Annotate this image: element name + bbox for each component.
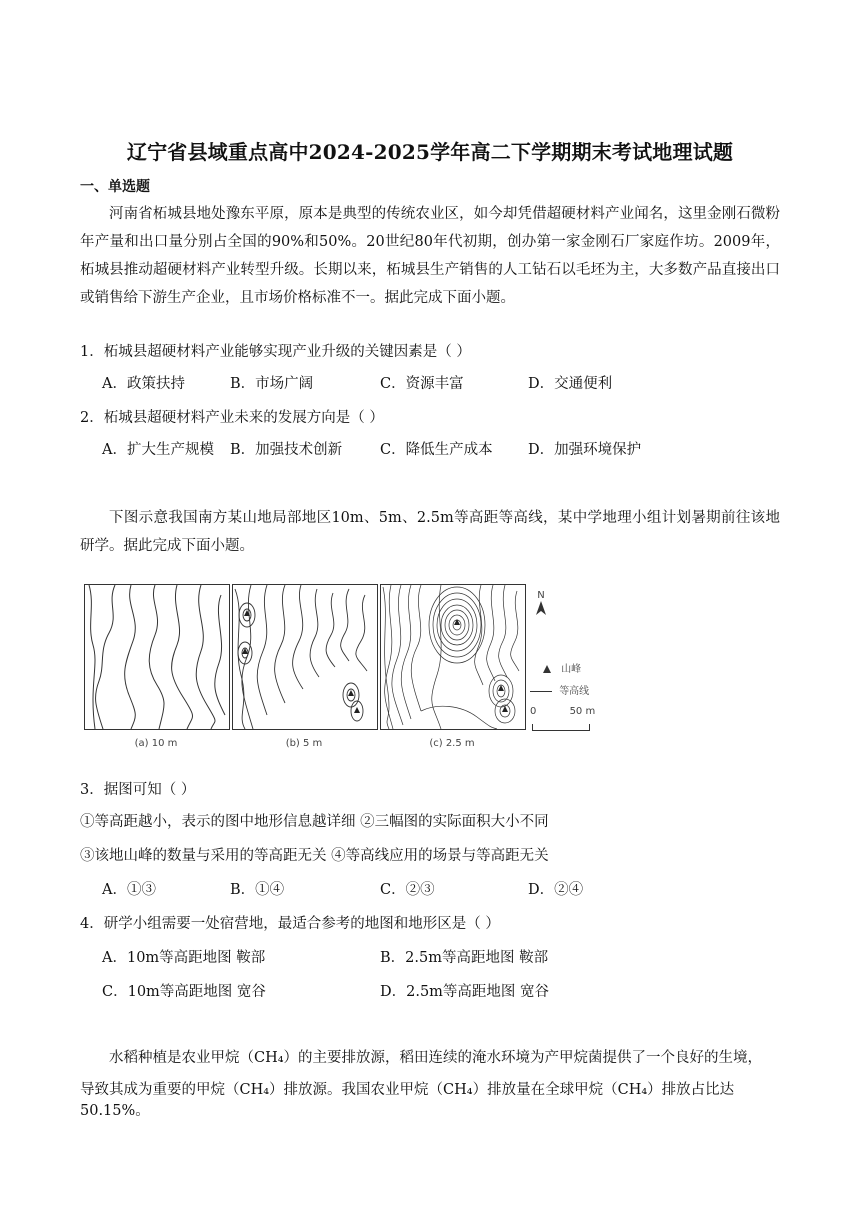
contour-line-icon — [530, 691, 552, 692]
north-arrow-icon — [534, 601, 548, 617]
north-arrow — [534, 590, 548, 620]
legend-peak-label: 山峰 — [561, 664, 582, 675]
passage-3-line-2: 导致其成为重要的甲烷（CH₄）排放源。我国农业甲烷（CH₄）排放量在全球甲烷（CH₄）排放占比达50.15%。 — [80, 1082, 735, 1119]
contour-map-2.5m — [380, 584, 526, 730]
caption-2.5m: (c) 2.5 m — [429, 738, 475, 749]
question-1-option-a[interactable]: A．政策扶持 — [102, 376, 185, 392]
question-1-option-c[interactable]: C．资源丰富 — [380, 376, 464, 392]
question-4-option-a[interactable]: A．10m等高距地图 鞍部 — [102, 950, 266, 966]
scale-end-label: 50 m — [569, 706, 596, 717]
caption-5m: (b) 5 m — [285, 738, 323, 749]
contour-map-10m — [84, 584, 230, 730]
legend-contour — [530, 682, 589, 697]
question-2-option-a[interactable]: A．扩大生产规模 — [102, 442, 214, 458]
question-2-option-b[interactable]: B．加强技术创新 — [230, 442, 343, 458]
scale-bar — [530, 706, 595, 717]
question-3-option-b[interactable]: B．①④ — [230, 882, 285, 898]
contour-map-5m — [232, 584, 378, 730]
question-1-option-d[interactable]: D．交通便利 — [528, 376, 613, 392]
legend-peak — [542, 660, 581, 675]
question-1-stem: 1．柘城县超硬材料产业能够实现产业升级的关键因素是（ ） — [80, 344, 471, 360]
passage-1: 河南省柘城县地处豫东平原，原本是典型的传统农业区，如今却凭借超硬材料产业闻名，这里金刚石微粉年产量和出口量分别占全国的90%和50%。20世纪80年代初期，创办第一家金刚石厂家庭作坊。2009年，柘城县推动超硬材料产业转型升级。长期以来，柘城县生产销售的人工钻石以毛坯为主，大多数产品直接出口或销售给下游生产企业，且市场价格标准不一。据此完成下面小题。 — [80, 206, 780, 306]
legend-contour-label: 等高线 — [559, 686, 590, 697]
question-3-option-c[interactable]: C．②③ — [380, 882, 435, 898]
page-title: 辽宁省县域重点高中2024-2025学年高二下学期期末考试地理试题 — [126, 140, 734, 164]
passage-3-line-1: 水稻种植是农业甲烷（CH₄）的主要排放源，稻田连续的淹水环境为产甲烷菌提供了一个良好的生境， — [109, 1050, 763, 1066]
question-2-option-d[interactable]: D．加强环境保护 — [528, 442, 642, 458]
question-3-stem: 3．据图可知（ ） — [80, 782, 196, 798]
contour-figure — [80, 580, 600, 750]
question-3-statements-line-1: ①等高距越小，表示的图中地形信息越详细 ②三幅图的实际面积大小不同 — [80, 814, 549, 830]
question-4-stem: 4．研学小组需要一处宿营地，最适合参考的地图和地形区是（ ） — [80, 916, 500, 932]
question-4-option-d[interactable]: D．2.5m等高距地图 宽谷 — [380, 984, 550, 1000]
figure-legend — [530, 590, 620, 730]
question-4-option-c[interactable]: C．10m等高距地图 宽谷 — [102, 984, 266, 1000]
peak-triangle-icon — [542, 664, 552, 674]
question-4-option-b[interactable]: B．2.5m等高距地图 鞍部 — [380, 950, 549, 966]
caption-10m: (a) 10 m — [134, 738, 178, 749]
question-2-option-c[interactable]: C．降低生产成本 — [380, 442, 493, 458]
scale-bar-line — [532, 724, 590, 731]
section-heading: 一、单选题 — [80, 179, 150, 195]
question-3-option-d[interactable]: D．②④ — [528, 882, 584, 898]
passage-2: 下图示意我国南方某山地局部地区10m、5m、2.5m等高距等高线，某中学地理小组计划暑期前往该地研学。据此完成下面小题。 — [80, 510, 780, 554]
question-3-statements-line-2: ③该地山峰的数量与采用的等高距无关 ④等高线应用的场景与等高距无关 — [80, 848, 549, 864]
question-3-option-a[interactable]: A．①③ — [102, 882, 156, 898]
question-1-option-b[interactable]: B．市场广阔 — [230, 376, 314, 392]
question-2-stem: 2．柘城县超硬材料产业未来的发展方向是（ ） — [80, 410, 384, 426]
north-label: N — [537, 590, 545, 601]
scale-start-label: 0 — [530, 706, 537, 717]
